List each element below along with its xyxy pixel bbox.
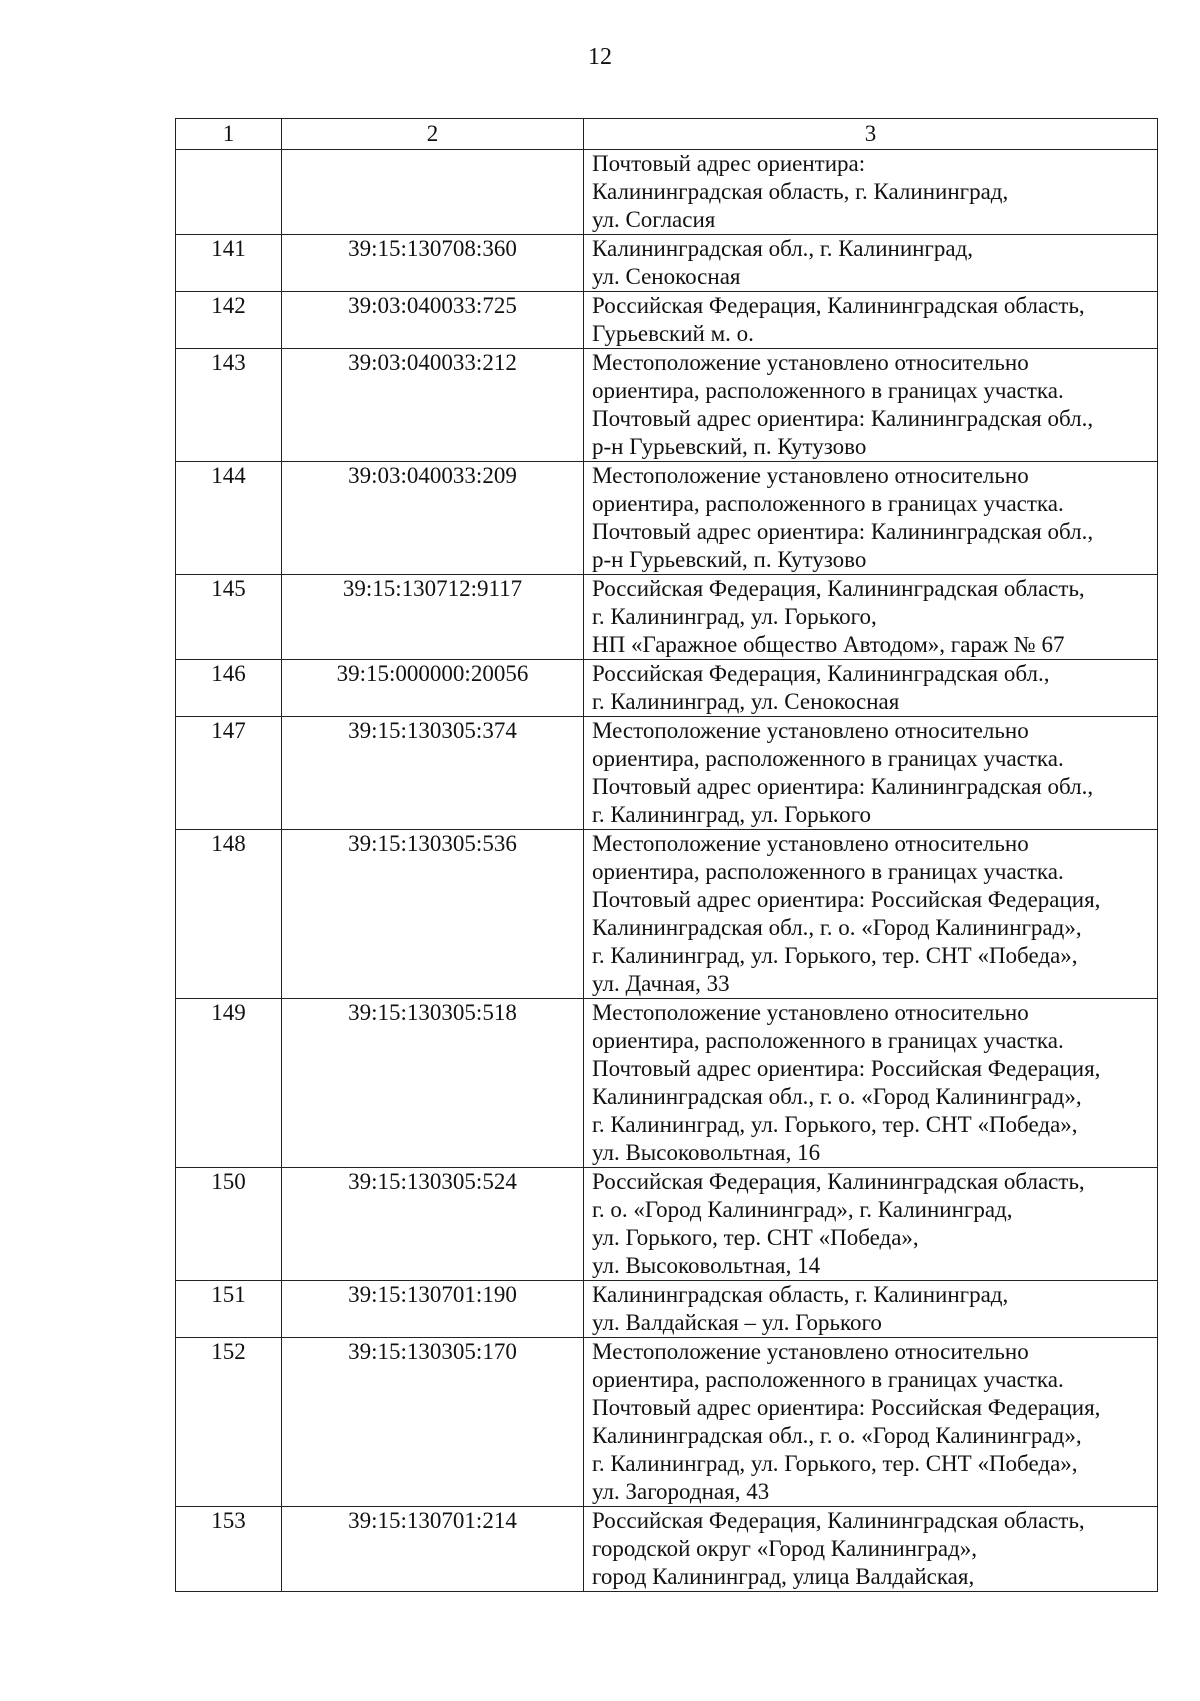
row-number: 141 — [176, 235, 282, 292]
address-cell — [584, 462, 1158, 575]
address-cell — [584, 717, 1158, 830]
address-line: г. Калининград, ул. Горького — [592, 802, 871, 827]
address-line: ориентира, расположенного в границах участка. — [592, 491, 1064, 516]
address-line: г. Калининград, ул. Горького, тер. СНТ «Победа», — [592, 943, 1078, 968]
address-line: город Калининград, улица Валдайская, — [592, 1564, 975, 1589]
address-line: НП «Гаражное общество Автодом», гараж № 67 — [592, 632, 1065, 657]
address-line: Местоположение установлено относительно — [592, 1000, 1029, 1025]
cadastral-number: 39:15:130305:170 — [282, 1338, 584, 1507]
cadastral-number: 39:03:040033:725 — [282, 292, 584, 349]
row-number: 149 — [176, 999, 282, 1168]
address-cell — [584, 1168, 1158, 1281]
table-row — [176, 999, 1158, 1168]
table-row — [176, 575, 1158, 660]
table-row — [176, 150, 1158, 235]
row-number: 148 — [176, 830, 282, 999]
row-number: 142 — [176, 292, 282, 349]
address-line: ориентира, расположенного в границах участка. — [592, 378, 1064, 403]
column-header-1: 1 — [176, 119, 282, 150]
address-line: ул. Высоковольтная, 16 — [592, 1140, 821, 1165]
address-line: Калининградская обл., г. о. «Город Калининград», — [592, 1423, 1082, 1448]
address-line: Российская Федерация, Калининградская область, — [592, 293, 1085, 318]
address-line: ул. Сенокосная — [592, 264, 741, 289]
cadastral-number: 39:15:130305:536 — [282, 830, 584, 999]
cadastral-number: 39:15:130701:214 — [282, 1507, 584, 1592]
table-row — [176, 292, 1158, 349]
cadastral-number — [282, 150, 584, 235]
address-cell — [584, 1338, 1158, 1507]
row-number: 151 — [176, 1281, 282, 1338]
row-number: 145 — [176, 575, 282, 660]
address-line: Почтовый адрес ориентира: Российская Федерация, — [592, 1395, 1101, 1420]
address-cell — [584, 999, 1158, 1168]
address-line: Российская Федерация, Калининградская обл., — [592, 661, 1050, 686]
address-line: г. о. «Город Калининград», г. Калининград, — [592, 1197, 1013, 1222]
address-line: г. Калининград, ул. Горького, тер. СНТ «Победа», — [592, 1451, 1078, 1476]
cadastral-number: 39:15:130712:9117 — [282, 575, 584, 660]
address-cell — [584, 235, 1158, 292]
address-line: Почтовый адрес ориентира: Калининградская обл., — [592, 406, 1094, 431]
address-line: Почтовый адрес ориентира: Российская Федерация, — [592, 1056, 1101, 1081]
table-row — [176, 1168, 1158, 1281]
row-number: 144 — [176, 462, 282, 575]
address-line: р-н Гурьевский, п. Кутузово — [592, 547, 867, 572]
address-cell — [584, 830, 1158, 999]
address-line: ул. Загородная, 43 — [592, 1479, 770, 1504]
address-cell — [584, 150, 1158, 235]
address-line: Калининградская область, г. Калининград, — [592, 1282, 1009, 1307]
row-number: 147 — [176, 717, 282, 830]
table-row — [176, 1281, 1158, 1338]
page-number: 12 — [588, 44, 612, 70]
address-line: Российская Федерация, Калининградская область, — [592, 576, 1085, 601]
cadastral-number: 39:15:130305:524 — [282, 1168, 584, 1281]
cadastral-number: 39:15:000000:20056 — [282, 660, 584, 717]
table-row — [176, 235, 1158, 292]
address-line: Местоположение установлено относительно — [592, 718, 1029, 743]
table-row — [176, 830, 1158, 999]
address-line: Почтовый адрес ориентира: Калининградская обл., — [592, 519, 1094, 544]
table-row — [176, 349, 1158, 462]
address-line: Почтовый адрес ориентира: Калининградская обл., — [592, 774, 1094, 799]
address-line: Почтовый адрес ориентира: — [592, 151, 866, 176]
address-line: Калининградская обл., г. о. «Город Калининград», — [592, 1084, 1082, 1109]
address-line: Российская Федерация, Калининградская область, — [592, 1508, 1085, 1533]
address-cell — [584, 292, 1158, 349]
address-line: ул. Дачная, 33 — [592, 971, 730, 996]
address-line: ориентира, расположенного в границах участка. — [592, 1367, 1064, 1392]
address-line: Российская Федерация, Калининградская область, — [592, 1169, 1085, 1194]
address-line: Калининградская обл., г. о. «Город Калининград», — [592, 915, 1082, 940]
address-cell — [584, 660, 1158, 717]
land-plot-table — [175, 118, 1158, 1592]
address-line: Местоположение установлено относительно — [592, 463, 1029, 488]
address-line: ориентира, расположенного в границах участка. — [592, 859, 1064, 884]
cadastral-number: 39:15:130305:518 — [282, 999, 584, 1168]
column-header-3: 3 — [584, 119, 1158, 150]
address-cell — [584, 349, 1158, 462]
address-line: ул. Согласия — [592, 207, 716, 232]
cadastral-number: 39:03:040033:212 — [282, 349, 584, 462]
row-number: 150 — [176, 1168, 282, 1281]
cadastral-number: 39:15:130701:190 — [282, 1281, 584, 1338]
address-cell — [584, 1281, 1158, 1338]
address-line: г. Калининград, ул. Горького, тер. СНТ «Победа», — [592, 1112, 1078, 1137]
address-line: Калининградская обл., г. Калининград, — [592, 236, 974, 261]
address-line: Калининградская область, г. Калининград, — [592, 179, 1009, 204]
address-cell — [584, 1507, 1158, 1592]
row-number: 143 — [176, 349, 282, 462]
address-line: городской округ «Город Калининград», — [592, 1536, 978, 1561]
address-line: ориентира, расположенного в границах участка. — [592, 746, 1064, 771]
address-line: Местоположение установлено относительно — [592, 831, 1029, 856]
table-row — [176, 1507, 1158, 1592]
address-line: р-н Гурьевский, п. Кутузово — [592, 434, 867, 459]
cadastral-number: 39:15:130305:374 — [282, 717, 584, 830]
row-number: 152 — [176, 1338, 282, 1507]
table-body — [176, 150, 1158, 1592]
row-number: 153 — [176, 1507, 282, 1592]
address-line: ориентира, расположенного в границах участка. — [592, 1028, 1064, 1053]
cadastral-number: 39:03:040033:209 — [282, 462, 584, 575]
table-row — [176, 717, 1158, 830]
address-line: ул. Высоковольтная, 14 — [592, 1253, 821, 1278]
table-row — [176, 1338, 1158, 1507]
row-number — [176, 150, 282, 235]
address-line: г. Калининград, ул. Сенокосная — [592, 689, 900, 714]
table-row — [176, 660, 1158, 717]
row-number: 146 — [176, 660, 282, 717]
address-line: Почтовый адрес ориентира: Российская Федерация, — [592, 887, 1101, 912]
table-row — [176, 462, 1158, 575]
address-line: Местоположение установлено относительно — [592, 350, 1029, 375]
address-line: ул. Горького, тер. СНТ «Победа», — [592, 1225, 919, 1250]
table-header-row — [176, 119, 1158, 150]
address-line: Гурьевский м. о. — [592, 321, 754, 346]
address-line: Местоположение установлено относительно — [592, 1339, 1029, 1364]
cadastral-number: 39:15:130708:360 — [282, 235, 584, 292]
address-cell — [584, 575, 1158, 660]
address-line: ул. Валдайская – ул. Горького — [592, 1310, 882, 1335]
address-line: г. Калининград, ул. Горького, — [592, 604, 877, 629]
column-header-2: 2 — [282, 119, 584, 150]
